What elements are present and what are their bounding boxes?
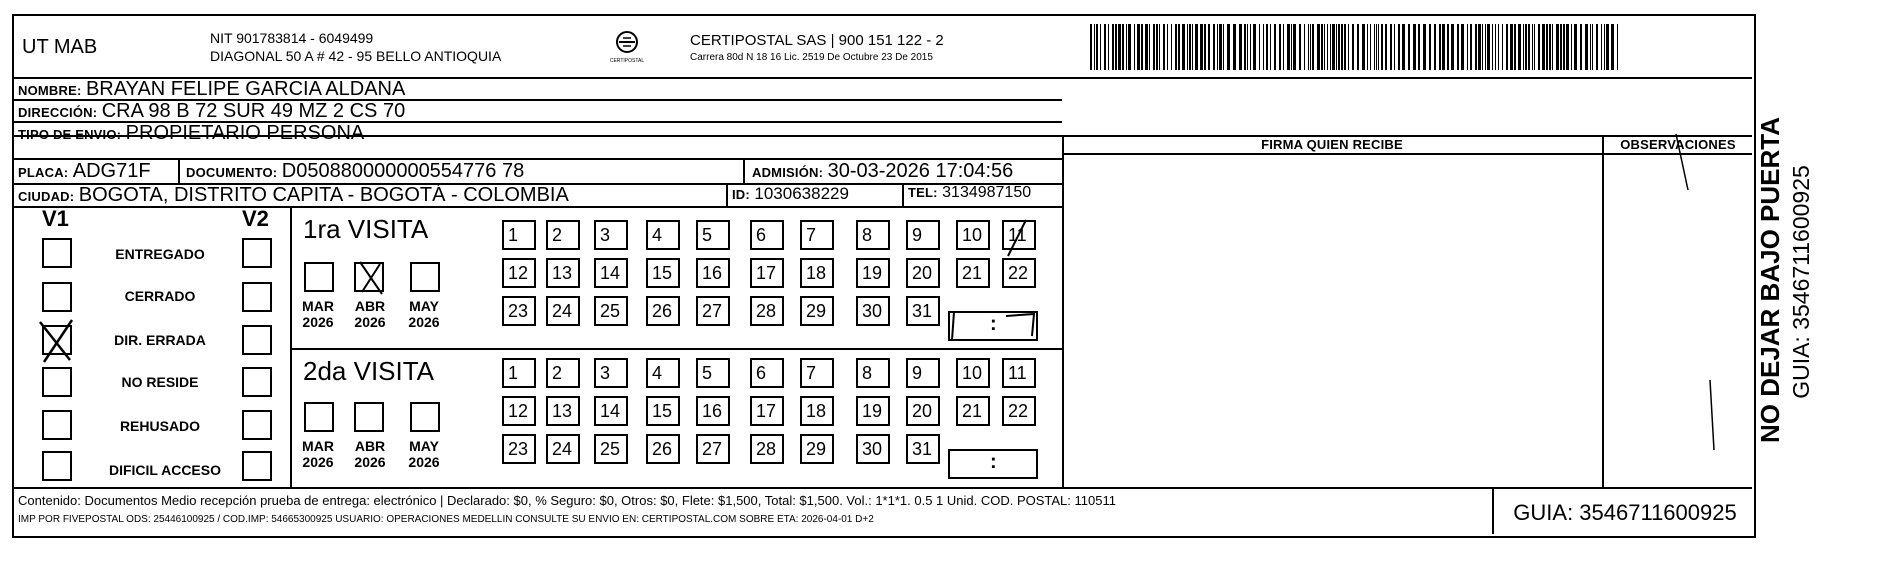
barcode-bar: [1204, 24, 1206, 70]
barcode-bar: [1250, 24, 1251, 70]
barcode-bar: [1223, 24, 1224, 70]
first-visit-day-15[interactable]: 15: [646, 258, 680, 288]
barcode-bar: [1171, 24, 1172, 70]
company-name: UT MAB: [22, 36, 98, 58]
id-value: 1030638229: [754, 184, 849, 203]
barcode-bar: [1367, 24, 1368, 70]
barcode-bar: [1348, 24, 1349, 70]
placa-row: [18, 160, 151, 183]
first-visit-month-abr: ABR 2026: [354, 298, 386, 330]
barcode-bar: [1381, 24, 1383, 70]
barcode: [1090, 24, 1620, 70]
barcode-bar: [1592, 24, 1593, 70]
barcode-bar: [1118, 24, 1121, 70]
barcode-bar: [1090, 24, 1092, 70]
v2-rehusado-checkbox[interactable]: [242, 410, 272, 440]
barcode-bar: [1324, 24, 1325, 70]
barcode-bar: [1556, 24, 1559, 70]
barcode-bar: [1413, 24, 1416, 70]
barcode-bar: [1510, 24, 1513, 70]
barcode-bar: [1447, 24, 1449, 70]
barcode-bar: [1182, 24, 1185, 70]
direccion-row: [18, 100, 405, 123]
second-visit-day-6[interactable]: 6: [750, 358, 784, 388]
barcode-bar: [1341, 24, 1343, 70]
v2-entregado-checkbox[interactable]: [242, 238, 272, 268]
barcode-bar: [1385, 24, 1387, 70]
id-label: ID:: [732, 187, 750, 202]
barcode-bar: [1332, 24, 1335, 70]
barcode-bar: [1253, 24, 1256, 70]
barcode-bar: [1338, 24, 1340, 70]
company-address: DIAGONAL 50 A # 42 - 95 BELLO ANTIOQUIA: [210, 48, 502, 64]
v1-rehusado-checkbox[interactable]: [42, 410, 72, 440]
second-visit-day-30[interactable]: 30: [856, 434, 890, 464]
barcode-bar: [1606, 24, 1609, 70]
barcode-bar: [1153, 24, 1155, 70]
carrier-address: Carrera 80d N 18 16 Lic. 2519 De Octubre 23 De 2015: [690, 52, 933, 63]
second-visit-day-7[interactable]: 7: [800, 358, 834, 388]
barcode-bar: [1528, 24, 1530, 70]
second-visit-day-12[interactable]: 12: [502, 396, 536, 426]
admision-label: ADMISIÓN:: [752, 165, 824, 180]
barcode-bar: [1478, 24, 1481, 70]
barcode-bar: [1439, 24, 1441, 70]
barcode-bar: [1227, 24, 1230, 70]
barcode-bar: [1546, 24, 1548, 70]
first-visit-month-may: MAY 2026: [408, 298, 440, 330]
admision-value: 30-03-2026 17:04:56: [827, 160, 1014, 182]
barcode-bar: [1442, 24, 1445, 70]
second-visit-mar-checkbox[interactable]: [304, 402, 334, 432]
barcode-bar: [1525, 24, 1527, 70]
documento-label: DOCUMENTO:: [186, 165, 278, 180]
second-visit-day-8[interactable]: 8: [856, 358, 890, 388]
barcode-bar: [1263, 24, 1264, 70]
barcode-bar: [1279, 24, 1281, 70]
barcode-bar: [1434, 24, 1436, 70]
barcode-bar: [1159, 24, 1160, 70]
barcode-bar: [1617, 24, 1618, 70]
barcode-bar: [1362, 24, 1365, 70]
firma-header: FIRMA QUIEN RECIBE: [1261, 137, 1403, 152]
first-visit-day-9[interactable]: 9: [906, 220, 940, 250]
barcode-bar: [1429, 24, 1431, 70]
v1-cerrado-checkbox[interactable]: [42, 282, 72, 312]
barcode-bar: [1451, 24, 1454, 70]
second-visit-day-18[interactable]: 18: [800, 396, 834, 426]
v2-no-reside-checkbox[interactable]: [242, 367, 272, 397]
second-visit-day-10[interactable]: 10: [956, 358, 990, 388]
first-visit-day-28[interactable]: 28: [750, 296, 784, 326]
barcode-bar: [1137, 24, 1140, 70]
second-visit-day-31[interactable]: 31: [906, 434, 940, 464]
barcode-bar: [1514, 24, 1516, 70]
barcode-bar: [1134, 24, 1135, 70]
second-visit-day-20[interactable]: 20: [906, 396, 940, 426]
tipo-value: PROPIETARIO PERSONA: [125, 122, 365, 144]
barcode-bar: [1523, 24, 1524, 70]
carrier-name: CERTIPOSTAL SAS | 900 151 122 - 2: [690, 32, 944, 49]
barcode-bar: [1310, 24, 1311, 70]
barcode-bar: [1163, 24, 1165, 70]
barcode-bar: [1467, 24, 1468, 70]
second-visit-day-5[interactable]: 5: [696, 358, 730, 388]
barcode-bar: [1492, 24, 1493, 70]
first-visit-month-mar: MAR 2026: [302, 298, 334, 330]
barcode-bar: [1266, 24, 1268, 70]
first-visit-may-checkbox[interactable]: [410, 262, 440, 292]
second-visit-day-2[interactable]: 2: [546, 358, 580, 388]
second-visit-title: 2da VISITA: [303, 356, 435, 386]
v1-dificil-acceso-checkbox[interactable]: [42, 451, 72, 481]
barcode-bar: [1574, 24, 1577, 70]
footer-guia: GUIA: 3546711600925: [1513, 500, 1737, 525]
barcode-bar: [1495, 24, 1496, 70]
barcode-bar: [1274, 24, 1276, 70]
second-visit-day-25[interactable]: 25: [594, 434, 628, 464]
barcode-bar: [1094, 24, 1095, 70]
first-visit-day-5[interactable]: 5: [696, 220, 730, 250]
barcode-bar: [1374, 24, 1375, 70]
barcode-bar: [1552, 24, 1553, 70]
barcode-bar: [1590, 24, 1591, 70]
barcode-bar: [1100, 24, 1101, 70]
second-visit-day-3[interactable]: 3: [594, 358, 628, 388]
second-visit-day-28[interactable]: 28: [750, 434, 784, 464]
second-visit-time-field[interactable]: [948, 449, 1038, 479]
first-visit-day-22[interactable]: 22: [1002, 258, 1036, 288]
first-visit-day-26[interactable]: 26: [646, 296, 680, 326]
first-visit-day-13[interactable]: 13: [546, 258, 580, 288]
barcode-bar: [1115, 24, 1117, 70]
second-visit-day-23[interactable]: 23: [502, 434, 536, 464]
footer-printinfo: IMP POR FIVEPOSTAL ODS: 25446100925 / COD.IMP: 54665300925 USUARIO: OPERACIONES MEDELLIN CONSULTE SU ENVIO EN: CERTIPOSTAL.COM SOBRE ETA: 2026-04-01 D+2: [18, 514, 874, 525]
status-cerrado: CERRADO: [124, 288, 196, 304]
first-visit-day-27[interactable]: 27: [696, 296, 730, 326]
first-visit-day-11[interactable]: 11: [1002, 220, 1036, 250]
barcode-bar: [1402, 24, 1405, 70]
first-visit-day-2[interactable]: 2: [546, 220, 580, 250]
placa-value: ADG71F: [72, 160, 151, 182]
barcode-bar: [1175, 24, 1177, 70]
barcode-bar: [1108, 24, 1109, 70]
barcode-bar: [1601, 24, 1602, 70]
side-warning: NO DEJAR BAJO PUERTA: [1755, 117, 1785, 444]
v1-entregado-checkbox[interactable]: [42, 238, 72, 268]
status-no-reside: NO RESIDE: [121, 374, 199, 390]
v2-label: V2: [242, 206, 269, 231]
first-visit-day-12[interactable]: 12: [502, 258, 536, 288]
barcode-bar: [1398, 24, 1400, 70]
barcode-bar: [1563, 24, 1565, 70]
observaciones-mark: [1670, 130, 1720, 460]
first-visit-day-1[interactable]: 1: [502, 220, 536, 250]
barcode-bar: [1141, 24, 1143, 70]
direccion-value: CRA 98 B 72 SUR 49 MZ 2 CS 70: [101, 100, 406, 122]
direccion-label: DIRECCIÓN:: [18, 105, 98, 120]
barcode-bar: [1376, 24, 1377, 70]
observaciones-header: OBSERVACIONES: [1620, 137, 1736, 152]
nit: NIT 901783814 - 6049499: [210, 30, 374, 46]
second-visit-day-22[interactable]: 22: [1002, 396, 1036, 426]
barcode-bar: [1549, 24, 1551, 70]
first-visit-abr-mark: [356, 258, 386, 298]
second-visit-day-29[interactable]: 29: [800, 434, 834, 464]
barcode-bar: [1378, 24, 1379, 70]
barcode-bar: [1502, 24, 1503, 70]
barcode-bar: [1611, 24, 1614, 70]
barcode-bar: [1312, 24, 1314, 70]
second-visit-day-14[interactable]: 14: [594, 396, 628, 426]
second-visit-day-19[interactable]: 19: [856, 396, 890, 426]
second-visit-day-27[interactable]: 27: [696, 434, 730, 464]
second-visit-day-11[interactable]: 11: [1002, 358, 1036, 388]
v1-label: V1: [42, 206, 69, 231]
barcode-bar: [1149, 24, 1150, 70]
barcode-bar: [1542, 24, 1545, 70]
second-visit-day-15[interactable]: 15: [646, 396, 680, 426]
documento-row: [186, 160, 524, 183]
first-visit-day-16[interactable]: 16: [696, 258, 730, 288]
nombre-label: NOMBRE:: [18, 83, 82, 98]
barcode-bar: [1208, 24, 1210, 70]
first-visit-time-mark: [944, 306, 1040, 344]
second-visit-day-1[interactable]: 1: [502, 358, 536, 388]
ciudad-row: [18, 184, 569, 207]
barcode-bar: [1408, 24, 1410, 70]
footer-content: Contenido: Documentos Medio recepción prueba de entrega: electrónico | Declarado: $0, % Seguro: $0, Otros: $0, Flete: $1,500, Total: $1,500. Vol.: 1*1*1. 0.5 1 Unid. COD. POSTAL: 110511: [18, 493, 1116, 508]
barcode-bar: [1219, 24, 1222, 70]
first-visit-time-sep: :: [990, 313, 997, 335]
barcode-bar: [1534, 24, 1535, 70]
barcode-bar: [1317, 24, 1320, 70]
barcode-bar: [1287, 24, 1290, 70]
barcode-bar: [1200, 24, 1203, 70]
barcode-bar: [1247, 24, 1248, 70]
first-visit-day-8[interactable]: 8: [856, 220, 890, 250]
first-visit-day-29[interactable]: 29: [800, 296, 834, 326]
second-visit-day-13[interactable]: 13: [546, 396, 580, 426]
first-visit-day-4[interactable]: 4: [646, 220, 680, 250]
nombre-row: [18, 78, 405, 101]
second-visit-abr-checkbox[interactable]: [354, 402, 384, 432]
first-visit-day-31[interactable]: 31: [906, 296, 940, 326]
barcode-bar: [1330, 24, 1331, 70]
barcode-bar: [1357, 24, 1359, 70]
first-visit-day-30[interactable]: 30: [856, 296, 890, 326]
v2-dir-errada-checkbox[interactable]: [242, 325, 272, 355]
barcode-bar: [1167, 24, 1168, 70]
barcode-bar: [1112, 24, 1114, 70]
barcode-bar: [1580, 24, 1582, 70]
status-entregado: ENTREGADO: [115, 246, 205, 262]
certipostal-logo: [606, 28, 648, 68]
side-guia: GUIA: 3546711600925: [1788, 165, 1814, 399]
second-visit-day-17[interactable]: 17: [750, 396, 784, 426]
barcode-bar: [1482, 24, 1483, 70]
barcode-bar: [1532, 24, 1533, 70]
first-visit-day-7[interactable]: 7: [800, 220, 834, 250]
second-visit-day-26[interactable]: 26: [646, 434, 680, 464]
placa-label: PLACA:: [18, 165, 69, 180]
barcode-bar: [1475, 24, 1477, 70]
first-visit-day-6[interactable]: 6: [750, 220, 784, 250]
barcode-bar: [1487, 24, 1490, 70]
first-visit-day-25[interactable]: 25: [594, 296, 628, 326]
barcode-bar: [1239, 24, 1242, 70]
barcode-bar: [1538, 24, 1540, 70]
barcode-bar: [1104, 24, 1106, 70]
first-visit-day-24[interactable]: 24: [546, 296, 580, 326]
first-visit-day-17[interactable]: 17: [750, 258, 784, 288]
barcode-bar: [1096, 24, 1098, 70]
barcode-bar: [1585, 24, 1588, 70]
first-visit-title: 1ra VISITA: [303, 214, 429, 244]
barcode-bar: [1390, 24, 1392, 70]
barcode-bar: [1283, 24, 1284, 70]
barcode-bar: [1336, 24, 1337, 70]
id-row: [732, 184, 849, 204]
barcode-bar: [1566, 24, 1569, 70]
barcode-bar: [1217, 24, 1218, 70]
status-dir-errada: DIR. ERRADA: [114, 332, 206, 348]
tel-label: TEL:: [908, 185, 938, 200]
barcode-bar: [1178, 24, 1180, 70]
admision-row: [752, 160, 1013, 183]
barcode-bar: [1244, 24, 1246, 70]
barcode-bar: [1187, 24, 1188, 70]
first-visit-day-10[interactable]: 10: [956, 220, 990, 250]
barcode-bar: [1423, 24, 1426, 70]
first-visit-day-19[interactable]: 19: [856, 258, 890, 288]
barcode-bar: [1126, 24, 1127, 70]
barcode-bar: [1293, 24, 1296, 70]
barcode-bar: [1156, 24, 1158, 70]
barcode-bar: [1418, 24, 1420, 70]
second-visit-day-9[interactable]: 9: [906, 358, 940, 388]
nombre-value: BRAYAN FELIPE GARCIA ALDANA: [85, 78, 406, 100]
second-visit-day-4[interactable]: 4: [646, 358, 680, 388]
barcode-bar: [1233, 24, 1236, 70]
logo-text: CERTIPOSTAL: [609, 58, 645, 64]
barcode-bar: [1344, 24, 1346, 70]
barcode-bar: [1192, 24, 1193, 70]
barcode-bar: [1485, 24, 1486, 70]
barcode-bar: [1291, 24, 1292, 70]
barcode-bar: [1370, 24, 1371, 70]
first-visit-day-18[interactable]: 18: [800, 258, 834, 288]
second-visit-month-may: MAY 2026: [408, 438, 440, 470]
barcode-bar: [1299, 24, 1301, 70]
barcode-bar: [1571, 24, 1572, 70]
status-dificil-acceso: DIFICIL ACCESO: [108, 462, 221, 478]
barcode-bar: [1518, 24, 1521, 70]
first-visit-day-3[interactable]: 3: [594, 220, 628, 250]
barcode-bar: [1145, 24, 1148, 70]
second-visit-day-24[interactable]: 24: [546, 434, 580, 464]
barcode-bar: [1128, 24, 1131, 70]
tipo-label: TIPO DE ENVIO:: [18, 127, 122, 142]
second-visit-month-mar: MAR 2026: [302, 438, 334, 470]
tel-value: 3134987150: [942, 184, 1032, 201]
second-visit-month-abr: ABR 2026: [354, 438, 386, 470]
barcode-bar: [1394, 24, 1395, 70]
barcode-bar: [1352, 24, 1354, 70]
barcode-bar: [1596, 24, 1598, 70]
barcode-bar: [1604, 24, 1605, 70]
barcode-bar: [1189, 24, 1191, 70]
status-rehusado: REHUSADO: [119, 418, 201, 434]
first-visit-day-20[interactable]: 20: [906, 258, 940, 288]
v1-no-reside-checkbox[interactable]: [42, 367, 72, 397]
first-visit-day-14[interactable]: 14: [594, 258, 628, 288]
barcode-bar: [1470, 24, 1472, 70]
barcode-bar: [1270, 24, 1271, 70]
barcode-bar: [1327, 24, 1328, 70]
barcode-bar: [1195, 24, 1198, 70]
barcode-bar: [1498, 24, 1499, 70]
first-visit-day-23[interactable]: 23: [502, 296, 536, 326]
barcode-bar: [1213, 24, 1215, 70]
ciudad-label: CIUDAD:: [18, 189, 75, 204]
documento-value: D050880000000554776 78: [281, 160, 525, 182]
v1-dir-errada-mark: [34, 316, 78, 364]
second-visit-day-21[interactable]: 21: [956, 396, 990, 426]
barcode-bar: [1122, 24, 1124, 70]
barcode-bar: [1259, 24, 1260, 70]
barcode-bar: [1321, 24, 1323, 70]
barcode-bar: [1304, 24, 1305, 70]
barcode-bar: [1457, 24, 1459, 70]
tel-row: [908, 184, 1031, 202]
ciudad-value: BOGOTA, DISTRITO CAPITA - BOGOTÁ - COLOMBIA: [78, 184, 569, 206]
second-visit-may-checkbox[interactable]: [410, 402, 440, 432]
barcode-bar: [1308, 24, 1309, 70]
v2-dificil-acceso-checkbox[interactable]: [242, 451, 272, 481]
barcode-bar: [1506, 24, 1508, 70]
barcode-bar: [1560, 24, 1562, 70]
second-visit-day-16[interactable]: 16: [696, 396, 730, 426]
first-visit-11-mark: [1002, 218, 1034, 258]
tipo-row: [18, 122, 364, 145]
first-visit-mar-checkbox[interactable]: [304, 262, 334, 292]
v2-cerrado-checkbox[interactable]: [242, 282, 272, 312]
barcode-bar: [1461, 24, 1464, 70]
first-visit-day-21[interactable]: 21: [956, 258, 990, 288]
second-visit-time-sep: :: [990, 451, 997, 473]
